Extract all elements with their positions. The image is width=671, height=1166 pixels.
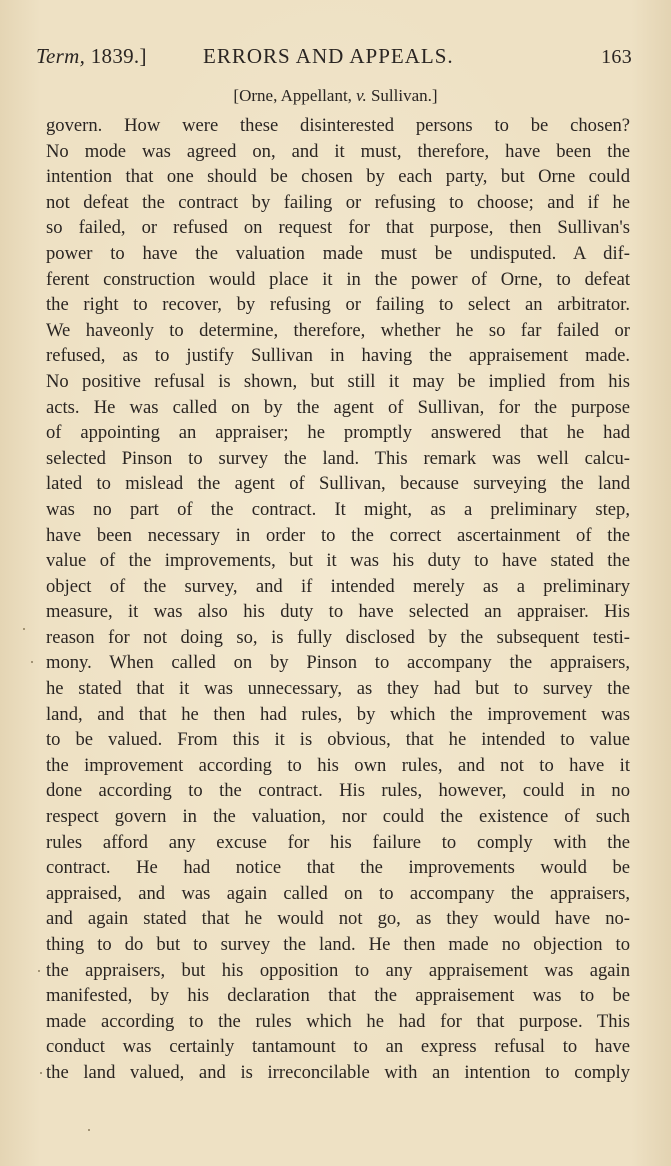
text-line: respect govern in the valuation, nor could the existence of such: [46, 806, 630, 828]
text-line: thing to do but to survey the land. He then made no objection to: [46, 934, 630, 955]
text-line: manifested, by his declaration that the appraisement was to be: [46, 985, 630, 1007]
text-line: lated to mislead the agent of Sullivan, because surveying the land: [46, 473, 630, 495]
term-word: Term,: [36, 44, 86, 68]
text-line: reason for not doing so, is fully disclosed by the subsequent testi-: [46, 626, 630, 648]
text-line: measure, it was also his duty to have selected an appraiser. His: [46, 601, 630, 623]
running-title: ERRORS AND APPEALS.: [203, 44, 454, 68]
text-line: appraised, and was again called on to accompany the appraisers,: [46, 882, 630, 904]
text-line: conduct was certainly tantamount to an express refusal to have: [46, 1036, 630, 1058]
text-line: intention that one should be chosen by each party, but Orne could: [46, 166, 630, 188]
text-line: the appraisers, but his opposition to any appraisement was again: [46, 959, 630, 981]
text-line: acts. He was called on by the agent of Sullivan, for the purpose: [46, 396, 630, 418]
case-caption: [0, 86, 671, 106]
body-text: [46, 113, 630, 1086]
paper-speck: [38, 970, 40, 972]
paper-speck: [31, 661, 33, 663]
text-line: of appointing an appraiser; he promptly answered that he had: [46, 422, 630, 444]
paper-speck: [40, 1072, 42, 1074]
term-label: [36, 44, 147, 69]
text-line: he stated that it was unnecessary, as they had but to survey the: [46, 678, 630, 700]
text-line: so failed, or refused on request for that purpose, then Sullivan's: [46, 217, 630, 239]
text-line: the land valued, and is irreconcilable with an intention to comply: [46, 1061, 630, 1083]
text-line: No mode was agreed on, and it must, therefore, have been the: [46, 140, 630, 162]
text-line: value of the improvements, but it was his duty to have stated the: [46, 550, 630, 572]
text-line: object of the survey, and if intended merely as a preliminary: [46, 575, 630, 597]
text-line: and again stated that he would not go, as they would have no-: [46, 908, 630, 930]
text-line: the improvement according to his own rules, and not to have it: [46, 754, 630, 776]
text-line: No positive refusal is shown, but still it may be implied from his: [46, 370, 630, 392]
text-line: power to have the valuation made must be undisputed. A dif-: [46, 242, 630, 264]
text-line: was no part of the contract. It might, as a preliminary step,: [46, 498, 630, 520]
running-header: [36, 44, 632, 74]
paper-speck: [88, 1129, 90, 1131]
caption-versus: v.: [356, 86, 367, 105]
text-line: have been necessary in order to the correct ascertainment of the: [46, 524, 630, 546]
text-line: the right to recover, by refusing or failing to select an arbitrator.: [46, 294, 630, 316]
text-line: made according to the rules which he had for that purpose. This: [46, 1010, 630, 1032]
caption-parties: [Orne, Appellant,: [233, 86, 357, 105]
text-line: rules afford any excuse for his failure to comply with the: [46, 831, 630, 853]
paper-speck: [23, 628, 25, 630]
text-line: selected Pinson to survey the land. This remark was well calcu-: [46, 447, 630, 469]
page-number: 163: [601, 46, 632, 68]
text-line: ferent construction would place it in the power of Orne, to defeat: [46, 268, 630, 290]
text-line: done according to the contract. His rules, however, could in no: [46, 780, 630, 802]
text-line: We haveonly to determine, therefore, whether he so far failed or: [46, 319, 630, 341]
text-line: mony. When called on by Pinson to accompany the appraisers,: [46, 652, 630, 674]
text-line: to be valued. From this it is obvious, that he intended to value: [46, 729, 630, 751]
text-line: not defeat the contract by failing or refusing to choose; and if he: [46, 191, 630, 213]
text-line: refused, as to justify Sullivan in having the appraisement made.: [46, 345, 630, 367]
term-year: 1839.]: [90, 44, 147, 68]
text-line: land, and that he then had rules, by which the improvement was: [46, 703, 630, 725]
text-line: govern. How were these disinterested persons to be chosen?: [46, 115, 630, 136]
caption-respondent: Sullivan.]: [366, 86, 438, 105]
text-line: contract. He had notice that the improvements would be: [46, 857, 630, 879]
